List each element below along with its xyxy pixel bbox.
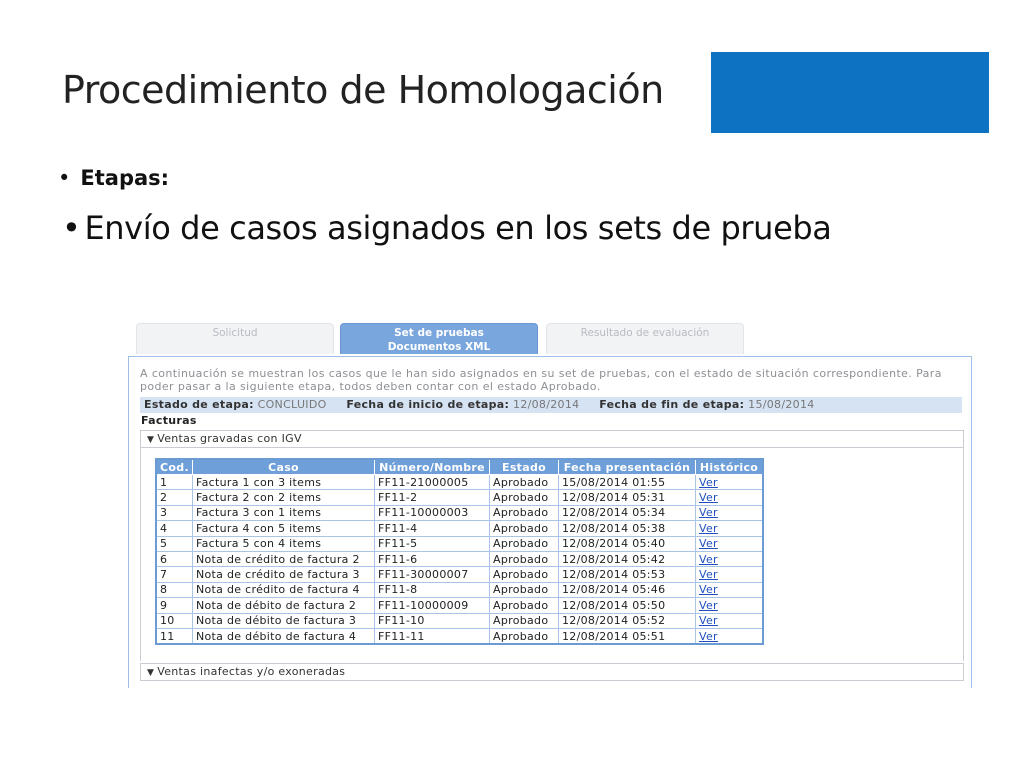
- ver-historico-link[interactable]: Ver: [699, 537, 718, 551]
- ver-historico-link[interactable]: Ver: [699, 568, 718, 582]
- cell-fecha: 12/08/2014 05:52: [559, 613, 696, 628]
- cell-fecha: 12/08/2014 05:50: [559, 598, 696, 613]
- stage-tabs: [136, 320, 974, 356]
- cell-historico: [696, 475, 764, 490]
- table-body: [156, 475, 763, 645]
- table-row: [156, 598, 763, 613]
- cell-historico: [696, 536, 764, 551]
- cell-fecha: 12/08/2014 05:53: [559, 567, 696, 582]
- tab-label: Solicitud: [212, 327, 258, 339]
- ver-historico-link[interactable]: Ver: [699, 491, 718, 505]
- table-row: [156, 505, 763, 520]
- stage-status-bar: [140, 397, 962, 413]
- cell-caso: Nota de crédito de factura 3: [193, 567, 375, 582]
- bullet-text: Etapas:: [80, 166, 170, 190]
- cell-estado: Aprobado: [490, 613, 559, 628]
- cell-caso: Nota de débito de factura 3: [193, 613, 375, 628]
- cell-numero: FF11-21000005: [375, 475, 490, 490]
- cell-caso: Nota de crédito de factura 4: [193, 582, 375, 597]
- table-row: [156, 582, 763, 597]
- header-fecha: Fecha presentación: [559, 459, 696, 475]
- cell-fecha: 12/08/2014 05:40: [559, 536, 696, 551]
- header-caso: Caso: [193, 459, 375, 475]
- cell-cod: 11: [156, 628, 193, 644]
- ver-historico-link[interactable]: Ver: [699, 629, 718, 643]
- table-row: [156, 628, 763, 644]
- cell-estado: Aprobado: [490, 536, 559, 551]
- table-header-row: [156, 459, 763, 475]
- cell-numero: FF11-11: [375, 628, 490, 644]
- cell-numero: FF11-10000003: [375, 505, 490, 520]
- ver-historico-link[interactable]: Ver: [699, 614, 718, 628]
- cell-cod: 2: [156, 490, 193, 505]
- intro-text: A continuación se muestran los casos que le han sido asignados en su set de pruebas, con el estado de situación correspondiente. Para poder pasar a la siguiente etapa, todos deben contar con el estado Aprobado.: [140, 367, 942, 393]
- tab-label: Resultado de evaluación: [580, 327, 710, 339]
- cell-historico: [696, 628, 764, 644]
- ver-historico-link[interactable]: Ver: [699, 583, 718, 597]
- cell-cod: 5: [156, 536, 193, 551]
- cell-historico: [696, 490, 764, 505]
- cell-estado: Aprobado: [490, 567, 559, 582]
- header-numero: Número/Nombre: [375, 459, 490, 475]
- caret-down-icon: ▼: [147, 668, 155, 678]
- cell-numero: FF11-30000007: [375, 567, 490, 582]
- cell-cod: 3: [156, 505, 193, 520]
- cell-numero: FF11-4: [375, 521, 490, 536]
- header-estado: Estado: [490, 459, 559, 475]
- cell-fecha: 12/08/2014 05:46: [559, 582, 696, 597]
- section-title: Facturas: [141, 414, 197, 427]
- cell-caso: Nota de débito de factura 4: [193, 628, 375, 644]
- tab-resultado[interactable]: [546, 323, 744, 354]
- cell-estado: Aprobado: [490, 475, 559, 490]
- accordion-label: Ventas gravadas con IGV: [157, 432, 302, 445]
- cell-fecha: 12/08/2014 05:31: [559, 490, 696, 505]
- cell-fecha: 12/08/2014 05:42: [559, 551, 696, 566]
- cell-estado: Aprobado: [490, 598, 559, 613]
- cell-caso: Factura 3 con 1 items: [193, 505, 375, 520]
- cell-caso: Factura 5 con 4 items: [193, 536, 375, 551]
- cell-caso: Factura 2 con 2 items: [193, 490, 375, 505]
- accent-block: [711, 52, 989, 133]
- cell-numero: FF11-2: [375, 490, 490, 505]
- accordion-ventas-gravadas[interactable]: [140, 430, 964, 448]
- table-row: [156, 475, 763, 490]
- bullet-etapas: [58, 166, 169, 190]
- cell-numero: FF11-6: [375, 551, 490, 566]
- table-row: [156, 613, 763, 628]
- cell-estado: Aprobado: [490, 490, 559, 505]
- bullet-text: Envío de casos asignados en los sets de prueba: [84, 209, 832, 247]
- ver-historico-link[interactable]: Ver: [699, 521, 718, 535]
- cell-numero: FF11-8: [375, 582, 490, 597]
- portal-screenshot: [128, 320, 974, 688]
- cell-cod: 1: [156, 475, 193, 490]
- cell-historico: [696, 567, 764, 582]
- cell-cod: 7: [156, 567, 193, 582]
- inicio-value: 12/08/2014: [513, 398, 580, 411]
- cell-estado: Aprobado: [490, 582, 559, 597]
- bullet-dot-icon: •: [58, 166, 71, 190]
- cell-caso: Factura 1 con 3 items: [193, 475, 375, 490]
- cell-estado: Aprobado: [490, 521, 559, 536]
- cell-cod: 6: [156, 551, 193, 566]
- cell-numero: FF11-10: [375, 613, 490, 628]
- bullet-dot-icon: •: [62, 209, 81, 247]
- cell-historico: [696, 505, 764, 520]
- cases-table: [155, 458, 764, 645]
- fin-label: Fecha de fin de etapa:: [599, 398, 745, 411]
- cell-fecha: 12/08/2014 05:51: [559, 628, 696, 644]
- cell-cod: 10: [156, 613, 193, 628]
- accordion-ventas-inafectas[interactable]: [140, 663, 964, 681]
- caret-down-icon: ▼: [147, 435, 155, 445]
- table-row: [156, 536, 763, 551]
- cell-numero: FF11-5: [375, 536, 490, 551]
- cell-historico: [696, 598, 764, 613]
- fin-value: 15/08/2014: [748, 398, 815, 411]
- table-row: [156, 490, 763, 505]
- table-row: [156, 567, 763, 582]
- table-row: [156, 551, 763, 566]
- cell-historico: [696, 582, 764, 597]
- tab-label-line1: Set de pruebas: [394, 327, 484, 339]
- cell-fecha: 12/08/2014 05:38: [559, 521, 696, 536]
- cell-fecha: 12/08/2014 05:34: [559, 505, 696, 520]
- cell-caso: Factura 4 con 5 items: [193, 521, 375, 536]
- cell-estado: Aprobado: [490, 551, 559, 566]
- inicio-label: Fecha de inicio de etapa:: [346, 398, 510, 411]
- tab-label-line2: Documentos XML: [387, 341, 491, 353]
- accordion-label: Ventas inafectas y/o exoneradas: [157, 665, 346, 678]
- ver-historico-link[interactable]: Ver: [699, 598, 718, 612]
- estado-value: CONCLUIDO: [257, 398, 327, 411]
- ver-historico-link[interactable]: Ver: [699, 552, 718, 566]
- cell-historico: [696, 551, 764, 566]
- slide-title: Procedimiento de Homologación: [62, 68, 664, 112]
- header-historico: Histórico: [696, 459, 764, 475]
- cell-historico: [696, 613, 764, 628]
- cell-estado: Aprobado: [490, 628, 559, 644]
- ver-historico-link[interactable]: Ver: [699, 475, 718, 489]
- cell-caso: Nota de débito de factura 2: [193, 598, 375, 613]
- content-panel: [128, 356, 972, 688]
- cell-cod: 8: [156, 582, 193, 597]
- cell-historico: [696, 521, 764, 536]
- cell-cod: 4: [156, 521, 193, 536]
- header-cod: Cod.: [156, 459, 193, 475]
- cell-fecha: 15/08/2014 01:55: [559, 475, 696, 490]
- ver-historico-link[interactable]: Ver: [699, 506, 718, 520]
- cell-numero: FF11-10000009: [375, 598, 490, 613]
- tab-set-de-pruebas[interactable]: [340, 323, 538, 354]
- tab-solicitud[interactable]: [136, 323, 334, 354]
- cell-cod: 9: [156, 598, 193, 613]
- bullet-envio: [62, 209, 831, 247]
- estado-label: Estado de etapa:: [144, 398, 254, 411]
- table-row: [156, 521, 763, 536]
- cell-estado: Aprobado: [490, 505, 559, 520]
- cell-caso: Nota de crédito de factura 2: [193, 551, 375, 566]
